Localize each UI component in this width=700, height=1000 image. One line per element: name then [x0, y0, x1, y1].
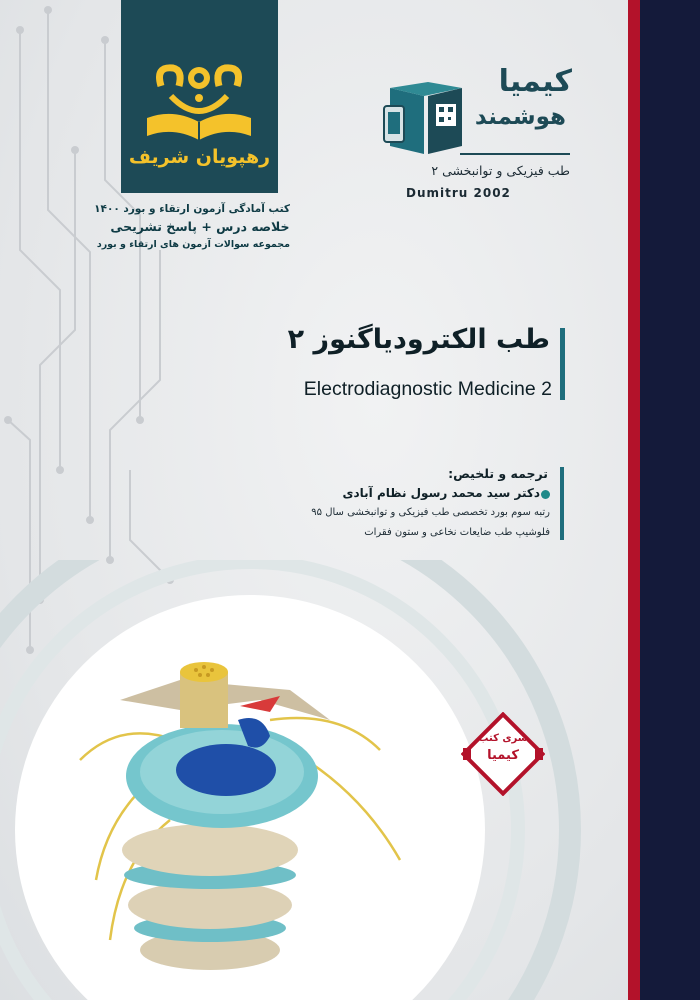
publisher-tagline [94, 200, 290, 254]
publisher-panel [121, 0, 278, 193]
book-title-english: Electrodiagnostic Medicine 2 [303, 378, 552, 400]
publisher-name: رهپویان شریف [128, 146, 271, 168]
translator-name: دکتر سید محمد رسول نظام آبادی [342, 486, 540, 500]
series-subtitle: هوشمند [474, 104, 566, 130]
publisher-tagline-line: کتب آمادگی آزمون ارتقاء و بورد ۱۴۰۰ [94, 203, 290, 215]
publisher-logo-icon [143, 56, 255, 152]
publisher-tagline-line: خلاصه درس + پاسخ تشریحی [110, 219, 290, 234]
title-accent-bar [560, 328, 565, 400]
bullet-icon [541, 490, 550, 499]
series-title: کیمیا [498, 64, 572, 99]
series-divider [460, 153, 570, 155]
translator-credential: فلوشیپ طب ضایعات نخاعی و ستون فقرات [364, 527, 550, 538]
translator-accent-bar [560, 467, 564, 540]
spine-navy-band [640, 0, 700, 1000]
badge-label: سری کتب [478, 733, 528, 744]
series-reference: Dumitru 2002 [406, 186, 511, 200]
book-title-persian: طب الکترودیاگنوز ۲ [287, 324, 550, 355]
badge-title: کیمیا [487, 748, 519, 763]
book-phone-icon [380, 68, 472, 158]
series-field: طب فیزیکی و توانبخشی ۲ [431, 163, 570, 178]
translator-credential: رتبه سوم بورد تخصصی طب فیزیکی و توانبخشی سال ۹۵ [311, 507, 550, 518]
spine-red-stripe [628, 0, 640, 1000]
series-brand [380, 60, 580, 160]
translator-label: ترجمه و تلخیص: [448, 466, 548, 481]
publisher-tagline-line: مجموعه سوالات آزمون های ارتقاء و بورد [96, 239, 290, 250]
